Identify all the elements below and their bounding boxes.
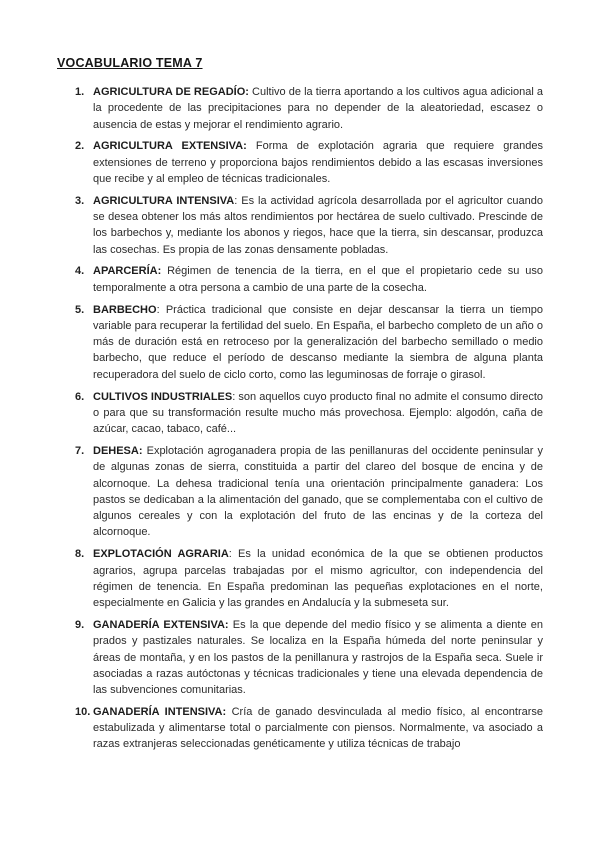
item-term: GANADERÍA INTENSIVA:: [93, 705, 227, 718]
item-definition: Cultivo de la tierra aportando a los cultivos agua adicional a la procedente de las precipitaciones para no depender de la aleatoriedad, escasez o ausencia de estas y mejorar el rendimiento agrario.: [93, 86, 544, 131]
vocab-item-4: [75, 263, 543, 296]
item-definition: : Es la actividad agrícola desarrollada por el agricultor cuando se desea obtener los más altos rendimientos por hectárea de suelo cultivado. Prescinde de los barbechos y, mediante los abonos y riegos, hace que la tierra, sin descansar, produzca las cosechas. Es propia de las zonas densamente pobladas.: [93, 194, 543, 256]
page-title: VOCABULARIO TEMA 7: [57, 56, 203, 70]
item-number: 8.: [75, 548, 85, 561]
vocab-item-10: [75, 704, 543, 753]
item-definition: : Es la unidad económica de la que se obtienen productos agrarios, agrupa parcelas trabajadas por el mismo agricultor, con independencia del régimen de tenencia. En España predominan las pequeñas explotaciones en el norte, especialmente en Galicia y las grandes en Andalucía y la submeseta sur.: [93, 548, 543, 610]
vocab-item-9: [75, 617, 543, 698]
item-text: [93, 302, 543, 383]
item-number: 1.: [75, 86, 85, 98]
vocab-item-3: [75, 193, 543, 258]
item-text: [93, 193, 543, 258]
item-definition: Explotación agroganadera propia de las penillanuras del occidente peninsular y de algunas zonas de sierra, constituida a partir del clareo del bosque de encina y de alcornoque. La dehesa tradicional tenía una orientación principalmente ganadera: Los pastos se dedicaban a la alimentación del ganado, que se complementaba con el cultivo de algunos cereales y con la explotación del fruto de las encinas y de la corteza del alcornoque.: [93, 444, 543, 539]
item-number: 3.: [75, 194, 85, 207]
item-text: [93, 546, 543, 611]
item-definition: Régimen de tenencia de la tierra, en el que el propietario cede su uso temporalmente a otra persona a cambio de una parte de la cosecha.: [93, 265, 543, 294]
item-text: [93, 263, 543, 296]
item-definition: : Práctica tradicional que consiste en dejar descansar la tierra un tiempo variable para recuperar la fertilidad del suelo. En España, el barbecho completo de un año o más de duración está en retroceso por la generalización del barbecho semillado o medio barbecho, que reduce el período de descanso mediante la siembra de alguna planta recuperadora del suelo de ciclo corto, como las leguminosas de forraje o girasol.: [93, 303, 543, 381]
item-term: BARBECHO: [93, 303, 157, 316]
item-term: EXPLOTACIÓN AGRARIA: [93, 548, 229, 561]
item-term: GANADERÍA EXTENSIVA:: [93, 618, 229, 631]
vocab-item-1: [75, 84, 543, 133]
vocab-item-6: [75, 389, 543, 438]
item-term: AGRICULTURA INTENSIVA: [93, 194, 235, 207]
item-term: CULTIVOS INDUSTRIALES: [93, 390, 233, 403]
vocab-item-5: [75, 302, 543, 383]
item-text: [93, 704, 543, 753]
vocab-item-2: [75, 138, 543, 187]
vocab-item-7: [75, 443, 543, 541]
item-definition: : son aquellos cuyo producto final no admite el consumo directo o para que su transformación resulte mucho más provechosa. Ejemplo: algodón, caña de azúcar, cacao, tabaco, café...: [93, 390, 543, 436]
item-number: 2.: [75, 140, 85, 153]
item-number: 6.: [75, 390, 85, 403]
item-number: 7.: [75, 444, 85, 457]
item-definition: Es la que depende del medio físico y se alimenta a diente en prados y pastizales naturales. Se localiza en la España húmeda del norte peninsular y áreas de montaña, y en los pastos de la penillanura y rastrojos de la España seca. Suele ir asociadas a razas autóctonas y técnicas tradicionales y tiene una elevada dependencia de las subvenciones comunitarias.: [93, 618, 543, 697]
item-text: [93, 443, 543, 541]
item-term: APARCERÍA:: [93, 265, 162, 278]
item-number: 10.: [75, 705, 91, 718]
item-definition: Cría de ganado desvinculada al medio físico, al encontrarse estabulizada y alimentarse total o parcialmente con piensos. Normalmente, va asociado a razas extranjeras seleccionadas genéticamente y utiliza técnicas de trabajo: [93, 705, 543, 751]
item-term: AGRICULTURA EXTENSIVA:: [93, 140, 247, 153]
item-number: 4.: [75, 265, 85, 278]
item-text: [93, 138, 543, 187]
item-term: AGRICULTURA DE REGADÍO:: [93, 86, 249, 98]
item-text: [93, 84, 543, 133]
item-term: DEHESA:: [93, 444, 143, 457]
item-text: [93, 389, 543, 438]
item-text: [93, 617, 543, 698]
vocab-item-8: [75, 546, 543, 611]
item-definition: Forma de explotación agraria que requiere grandes extensiones de terreno y proporciona bajos rendimientos debido a las escasas inversiones que recibe y al empleo de técnicas tradicionales.: [93, 140, 544, 185]
item-number: 5.: [75, 303, 85, 316]
vocab-list: [75, 84, 543, 758]
item-number: 9.: [75, 618, 85, 631]
